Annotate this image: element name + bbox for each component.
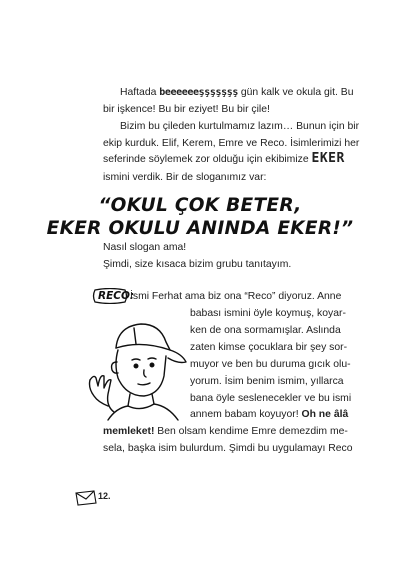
- text-line: ismini verdik. Bir de sloganımız var:: [103, 172, 267, 183]
- bold-phrase: Oh ne âlâ: [301, 409, 349, 420]
- emphasized-word: beeeeeeşşşşşşş: [159, 87, 238, 98]
- text-line: yorum. İsim benim ismim, yıllarca: [190, 376, 344, 387]
- text-line: bir işkence! Bu bir eziyet! Bu bir çile!: [103, 104, 270, 115]
- text-line: Bizim bu çileden kurtulmamız lazım… Bunun için bir: [120, 121, 360, 132]
- text-line: ken de ona sormamışlar. Aslında: [190, 325, 341, 336]
- page-number: 12.: [98, 491, 111, 501]
- text-line: zaten kimse çocuklara bir şey sor-: [190, 342, 348, 353]
- text-line: bana öyle seslenecekler ve bu ismi: [190, 393, 352, 404]
- text-line: ekip kurduk. Elif, Kerem, Emre ve Reco. İsimlerimizi her: [103, 138, 360, 149]
- slogan-line-2: EKER OKULU ANINDA EKER!”: [46, 218, 354, 239]
- text-line: Nasıl slogan ama!: [103, 242, 187, 253]
- slogan-line-1: “OKUL ÇOK BETER,: [98, 195, 302, 216]
- text-line: İsmi Ferhat ama biz ona “Reco” diyoruz. Anne: [130, 291, 342, 302]
- reco-badge-label: RECO:: [98, 290, 135, 302]
- text-line: annem babam koyuyor! Oh ne âlâ: [190, 409, 349, 420]
- bold-phrase: memleket!: [103, 426, 155, 437]
- eker-word: EKER: [311, 151, 345, 166]
- text-span: seferinde söylemek zor olduğu için ekibimize: [103, 154, 312, 165]
- text-line: Haftada beeeeeeşşşşşşş gün kalk ve okula git. Bu: [120, 87, 354, 98]
- envelope-icon: [74, 489, 98, 507]
- text-line: memleket! Ben olsam kendime Emre demezdim me-: [103, 426, 348, 437]
- text-line: Şimdi, size kısaca bizim grubu tanıtayım.: [103, 259, 292, 270]
- reco-boy-illustration: [86, 316, 191, 421]
- text-line: [103, 152, 345, 167]
- text-line: babası ismini öyle koymuş, koyar-: [190, 308, 346, 319]
- text-line: muyor ve ben bu duruma gıcık olu-: [190, 359, 351, 370]
- text-line: sela, başka isim bulurdum. Şimdi bu uygulamayı Reco: [103, 443, 353, 454]
